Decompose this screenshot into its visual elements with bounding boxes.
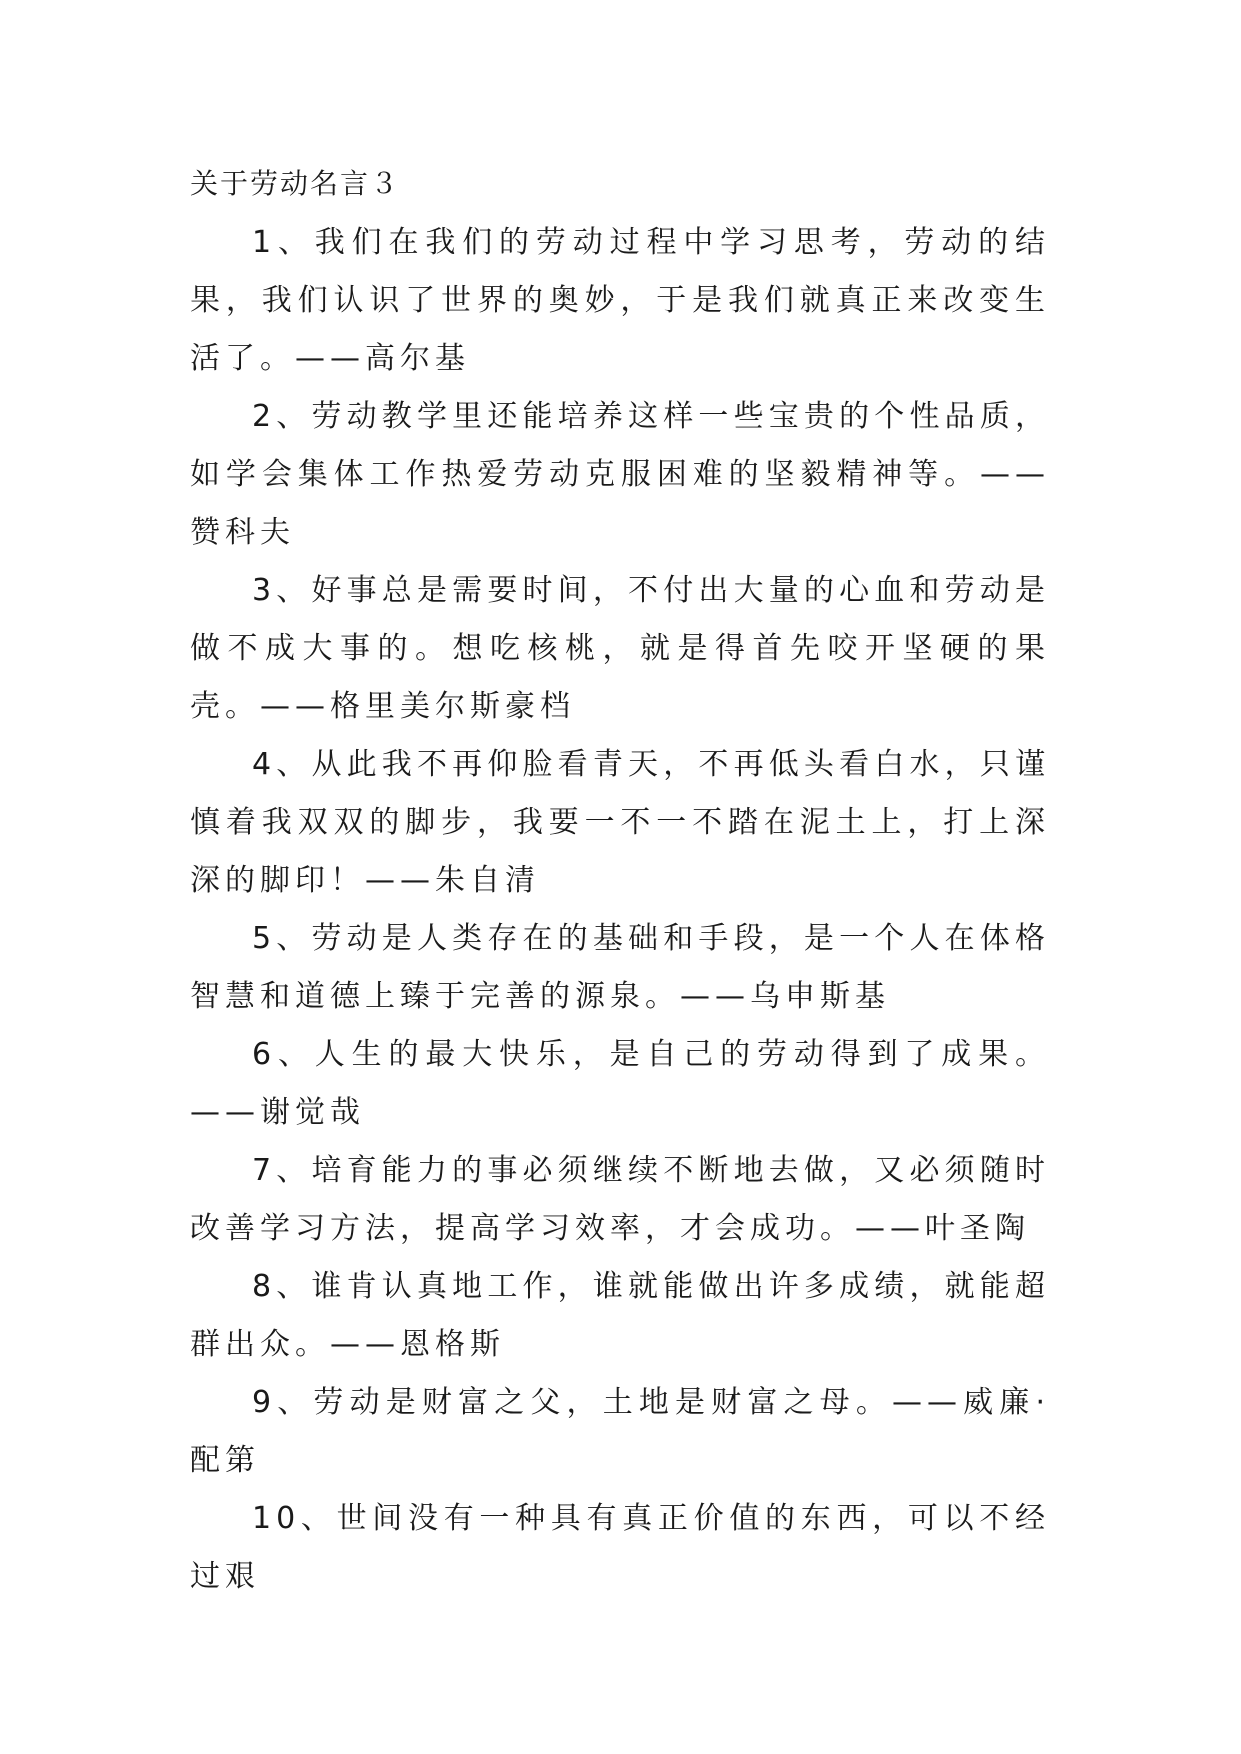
- quote-paragraph-6: 6、人生的最大快乐，是自己的劳动得到了成果。——谢觉哉: [190, 1037, 1050, 1130]
- quote-paragraph-2: 2、劳动教学里还能培养这样一些宝贵的个性品质，如学会集体工作热爱劳动克服困难的坚毅精神等。——赞科夫: [190, 399, 1050, 550]
- quote-paragraph-10: 10、世间没有一种具有真正价值的东西，可以不经过艰: [190, 1501, 1050, 1594]
- quote-paragraph-5: 5、劳动是人类存在的基础和手段，是一个人在体格智慧和道德上臻于完善的源泉。——乌申斯基: [190, 921, 1050, 1014]
- quote-paragraph-1: 1、我们在我们的劳动过程中学习思考，劳动的结果，我们认识了世界的奥妙，于是我们就真正来改变生活了。——高尔基: [190, 225, 1050, 376]
- quote-paragraph-4: 4、从此我不再仰脸看青天，不再低头看白水，只谨慎着我双双的脚步，我要一不一不踏在泥土上，打上深深的脚印！——朱自清: [190, 747, 1050, 898]
- quote-paragraph-7: 7、培育能力的事必须继续不断地去做，又必须随时改善学习方法，提高学习效率，才会成功。——叶圣陶: [190, 1153, 1050, 1246]
- quote-paragraph-3: 3、好事总是需要时间，不付出大量的心血和劳动是做不成大事的。想吃核桃，就是得首先咬开坚硬的果壳。——格里美尔斯豪档: [190, 573, 1050, 724]
- quote-paragraph-8: 8、谁肯认真地工作，谁就能做出许多成绩，就能超群出众。——恩格斯: [190, 1269, 1050, 1362]
- document-title: 关于劳动名言３: [190, 167, 401, 200]
- quote-paragraph-9: 9、劳动是财富之父，土地是财富之母。——威廉·配第: [190, 1385, 1050, 1478]
- document-body: [190, 162, 1050, 1606]
